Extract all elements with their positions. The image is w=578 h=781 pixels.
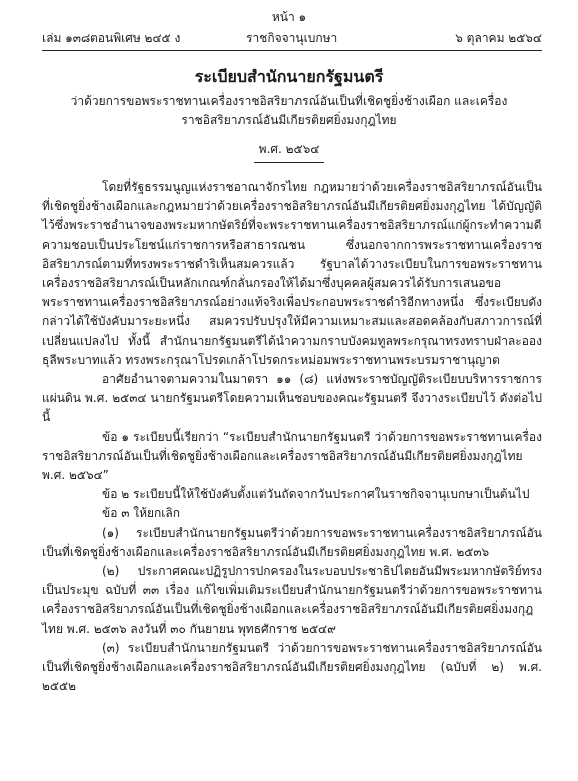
special-section: ตอนพิเศษ ๒๔๕ ง bbox=[90, 31, 181, 45]
clause-3-item-1: (๑) ระเบียบสำนักนายกรัฐมนตรีว่าด้วยการขอพระราชทานเครื่องราชอิสริยาภรณ์อันเป็นที่เชิดชูยิ่งช้างเผือกและเครื่องราชอิสริยาภรณ์อันมีเกียรติยศยิ่งมงกุฎไทย พ.ศ. ๒๕๓๖ bbox=[42, 525, 542, 559]
volume-number: เล่ม ๑๓๘ bbox=[42, 31, 91, 45]
document-year: พ.ศ. ๒๕๖๔ bbox=[258, 142, 320, 156]
clause-3: ข้อ ๓ ให้ยกเลิก bbox=[102, 506, 181, 521]
title-divider bbox=[254, 162, 324, 163]
header-divider bbox=[42, 50, 542, 51]
publication-date: ๖ ตุลาคม ๒๕๖๔ bbox=[455, 31, 542, 45]
authority-paragraph: อาศัยอำนาจตามความในมาตรา ๑๑ (๘) แห่งพระราชบัญญัติระเบียบบริหารราชการแผ่นดิน พ.ศ. ๒๕๓๔ นายกรัฐมนตรีโดยความเห็นชอบของคณะรัฐมนตรี จึงวางระเบียบไว้ ดังต่อไปนี้ bbox=[42, 372, 542, 425]
gazette-header bbox=[42, 29, 542, 47]
document-subtitle: ว่าด้วยการขอพระราชทานเครื่องราชอิสริยาภรณ์อันเป็นที่เชิดชูยิ่งช้างเผือก และเครื่องราชอิสริยาภรณ์อันมีเกียรติยศยิ่งมงกุฎไทย bbox=[70, 94, 508, 127]
preamble-paragraph: โดยที่รัฐธรรมนูญแห่งราชอาณาจักรไทย กฎหมายว่าด้วยเครื่องราชอิสริยาภรณ์อันเป็นที่เชิดชูยิ่งช้างเผือกและกฎหมายว่าด้วยเครื่องราชอิสริยาภรณ์อันมีเกียรติยศยิ่งมงกุฎไทย ได้บัญญัติไว้ซึ่งพระราชอำนาจของพระมหากษัตริย์ที่จะพระราชทานเครื่องราชอิสริยาภรณ์แก่ผู้กระทำความดีความชอบเป็นประโยชน์แก่ราชการหรือสาธารณชน ซึ่งนอกจากการพระราชทานเครื่องราชอิสริยาภรณ์ตามที่ทรงพระราชดำริเห็นสมควรแล้ว รัฐบาลได้วางระเบียบในการขอพระราชทานเครื่องราชอิสริยาภรณ์เป็นหลักเกณฑ์กลั่นกรองให้ได้มาซึ่งบุคคลผู้สมควรได้รับการเสนอขอพระราชทานเครื่องราชอิสริยาภรณ์อย่างแท้จริงเพื่อประกอบพระราชดำริอีกทางหนึ่ง ซึ่งระเบียบดังกล่าวได้ใช้บังคับมาระยะหนึ่ง สมควรปรับปรุงให้มีความเหมาะสมและสอดคล้องกับสภาวการณ์ที่เปลี่ยนแปลงไป ทั้งนี้ สำนักนายกรัฐมนตรีได้นำความกราบบังคมทูลพระกรุณาทรงทราบฝ่าละอองธุลีพระบาทแล้ว ทรงพระกรุณาโปรดเกล้าโปรดกระหม่อมพระราชทานพระบรมราชานุญาต bbox=[42, 180, 542, 367]
clause-3-item-2: (๒) ประกาศคณะปฏิรูปการปกครองในระบอบประชาธิปไตยอันมีพระมหากษัตริย์ทรงเป็นประมุข ฉบับที่ ๓๓ เรื่อง แก้ไขเพิ่มเติมระเบียบสำนักนายกรัฐมนตรีว่าด้วยการขอพระราชทานเครื่องราชอิสริยาภรณ์อันเป็นที่เชิดชูยิ่งช้างเผือกและเครื่องราชอิสริยาภรณ์อันมีเกียรติยศยิ่งมงกุฎไทย พ.ศ. ๒๕๓๖ ลงวันที่ ๓๐ กันยายน พุทธศักราช ๒๕๔๙ bbox=[42, 564, 542, 636]
clause-3-item-3: (๓) ระเบียบสำนักนายกรัฐมนตรี ว่าด้วยการขอพระราชทานเครื่องราชอิสริยาภรณ์อันเป็นที่เชิดชูยิ่งช้างเผือกและเครื่องราชอิสริยาภรณ์อันมีเกียรติยศยิ่งมงกุฎไทย (ฉบับที่ ๒) พ.ศ. ๒๕๕๒ bbox=[42, 640, 542, 694]
clause-2: ข้อ ๒ ระเบียบนี้ให้ใช้บังคับตั้งแต่วันถัดจากวันประกาศในราชกิจจานุเบกษาเป็นต้นไป bbox=[102, 487, 530, 502]
page-number: หน้า ๑ bbox=[271, 10, 307, 24]
document-body bbox=[42, 178, 542, 696]
clause-1: ข้อ ๑ ระเบียบนี้เรียกว่า “ระเบียบสำนักนายกรัฐมนตรี ว่าด้วยการขอพระราชทานเครื่องราชอิสริยาภรณ์อันเป็นที่เชิดชูยิ่งช้างเผือกและเครื่องราชอิสริยาภรณ์อันมีเกียรติยศยิ่งมงกุฎไทย พ.ศ. ๒๕๖๔” bbox=[42, 429, 542, 483]
document-title: ระเบียบสำนักนายกรัฐมนตรี bbox=[194, 67, 384, 86]
gazette-name: ราชกิจจานุเบกษา bbox=[246, 31, 338, 45]
